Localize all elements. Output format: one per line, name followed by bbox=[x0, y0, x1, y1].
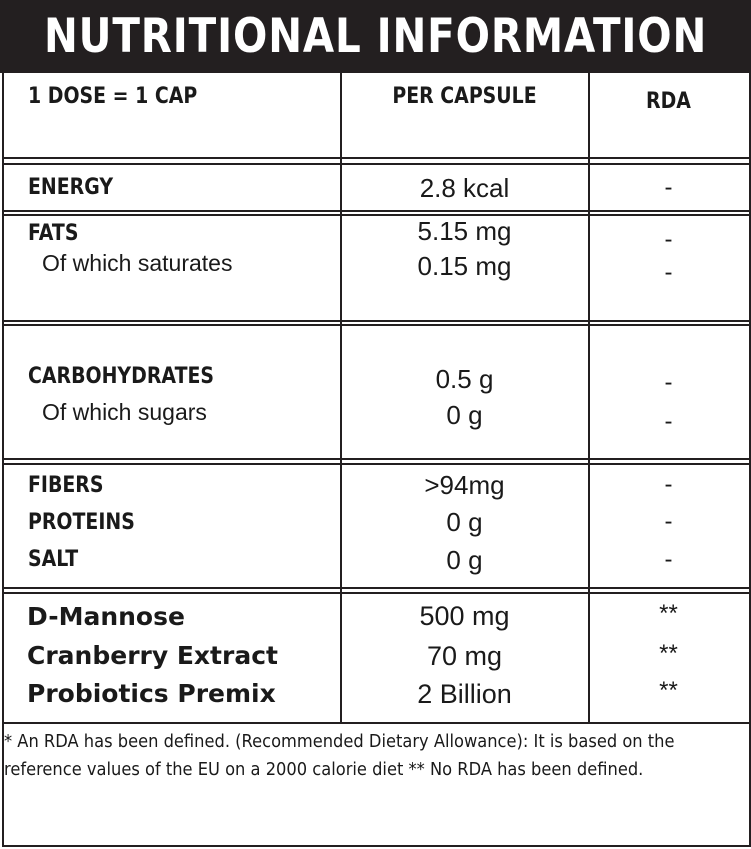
energy-label: ENERGY bbox=[28, 175, 114, 200]
fats-label: FATS bbox=[28, 221, 79, 246]
row-divider bbox=[2, 210, 749, 212]
column-header-per-capsule: PER CAPSULE bbox=[392, 84, 537, 109]
title-bar bbox=[0, 0, 751, 73]
row-divider bbox=[2, 587, 749, 589]
panel-title: NUTRITIONAL INFORMATION bbox=[43, 9, 708, 64]
ingredient-value: 70 mg bbox=[426, 641, 503, 671]
row-divider bbox=[2, 592, 749, 594]
column-header-rda: RDA bbox=[646, 89, 691, 114]
fibers-label: FIBERS bbox=[28, 473, 104, 498]
ingredient-label: D-Mannose bbox=[27, 602, 185, 631]
fats-value: 5.15 mg bbox=[417, 216, 512, 246]
fats-rda: - bbox=[664, 226, 673, 253]
ingredient-rda: ** bbox=[659, 600, 678, 627]
proteins-rda: - bbox=[664, 508, 673, 535]
column-header-dose: 1 DOSE = 1 CAP bbox=[28, 84, 198, 109]
row-divider bbox=[2, 324, 749, 326]
sugars-rda: - bbox=[664, 408, 673, 435]
row-divider bbox=[2, 458, 749, 460]
salt-label: SALT bbox=[28, 547, 79, 572]
carbohydrates-value: 0.5 g bbox=[435, 364, 494, 394]
rda-footnote: * An RDA has been defined. (Recommended Dietary Allowance): It is based on the reference values of the EU on a 2000 calorie diet ** No RDA has been defined. bbox=[4, 732, 675, 780]
proteins-label: PROTEINS bbox=[28, 510, 135, 535]
ingredient-value: 2 Billion bbox=[417, 679, 512, 709]
proteins-value: 0 g bbox=[446, 507, 483, 537]
saturates-value: 0.15 mg bbox=[417, 251, 512, 281]
row-divider bbox=[2, 157, 749, 159]
ingredient-label: Cranberry Extract bbox=[27, 641, 278, 670]
ingredient-label: Probiotics Premix bbox=[27, 679, 276, 708]
salt-value: 0 g bbox=[446, 545, 483, 575]
row-divider bbox=[2, 722, 749, 724]
fibers-rda: - bbox=[664, 471, 673, 498]
sugars-value: 0 g bbox=[446, 400, 483, 430]
fibers-value: >94mg bbox=[424, 470, 505, 500]
ingredient-rda: ** bbox=[659, 677, 678, 704]
ingredient-value: 500 mg bbox=[419, 601, 510, 631]
carbohydrates-rda: - bbox=[664, 369, 673, 396]
energy-rda: - bbox=[664, 174, 673, 201]
row-divider bbox=[2, 463, 749, 465]
carbohydrates-label: CARBOHYDRATES bbox=[28, 364, 215, 389]
salt-rda: - bbox=[664, 546, 673, 573]
ingredient-rda: ** bbox=[659, 640, 678, 667]
saturates-label: Of which saturates bbox=[42, 250, 233, 276]
row-divider bbox=[2, 163, 749, 165]
row-divider bbox=[2, 320, 749, 322]
saturates-rda: - bbox=[664, 259, 673, 286]
energy-value: 2.8 kcal bbox=[419, 173, 510, 203]
sugars-label: Of which sugars bbox=[42, 399, 207, 425]
